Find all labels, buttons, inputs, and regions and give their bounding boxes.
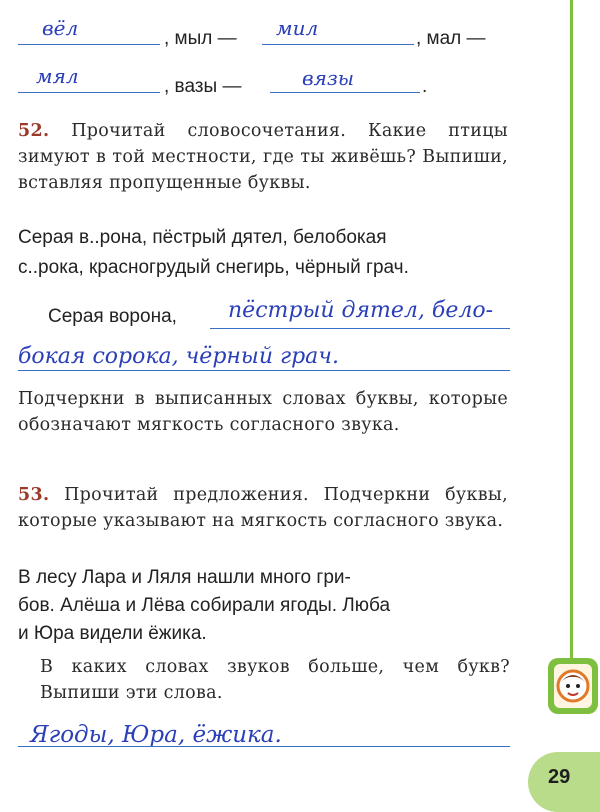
answer-line [210,328,510,329]
task-52-example-line1: Серая в..рона, пёстрый дятел, белобокая [18,227,387,248]
task-52-text: Прочитай словосочетания. Какие птицы зимуют в той местности, где ты живёшь? Выпиши, вставляя пропущенные буквы. [18,121,508,193]
task-52-answer-hw1: пёстрый дятел, бело- [228,298,494,323]
task-53-number: 53. [18,485,50,505]
child-face-icon [554,664,592,708]
answer-line [18,92,160,93]
margin-green-bar [570,0,573,660]
answer-word-myal: мял [36,64,79,88]
answer-word-mil: мил [276,16,319,40]
word-mal-label: , мал — [416,28,486,49]
answer-line [262,44,414,45]
task-53-answer-hw: Ягоды, Юра, ёжика. [30,722,282,748]
task-52-answer-prefix: Серая ворона, [48,306,177,327]
task-53-example-line2: бов. Алёша и Лёва собирали ягоды. Люба [18,595,391,616]
task-53-example-line3: и Юра видели ёжика. [18,623,207,644]
answer-line [18,44,160,45]
task-53-question: В каких словах звуков больше, чем букв? Выпиши эти слова. [40,657,510,703]
task-52-answer-hw2: бокая сорока, чёрный грач. [18,344,339,369]
page-number: 29 [548,766,571,788]
task-52-instruction [18,118,508,196]
answer-word-vel: вёл [42,16,79,40]
answer-line [18,746,510,747]
answer-line [18,370,510,371]
task-53-text: Прочитай предложения. Подчеркни буквы, которые указывают на мягкость согласного звука. [18,485,508,531]
answer-word-vyazy: вязы [302,66,355,90]
task-type-badge [548,658,598,714]
answer-line [270,92,420,93]
word-vazy-label: , вазы — [164,76,242,97]
period-mark: . [422,76,428,97]
task-53-example-line1: В лесу Лара и Ляля нашли много гри- [18,567,351,588]
task-52-number: 52. [18,121,50,141]
task-52-underline-instruction: Подчеркни в выписанных словах буквы, которые обозначают мягкость согласного звука. [18,389,508,435]
task-52-example-line2: с..рока, красногрудый снегирь, чёрный грач. [18,257,409,278]
task-53-instruction [18,482,508,534]
word-myl-label: , мыл — [164,28,237,49]
